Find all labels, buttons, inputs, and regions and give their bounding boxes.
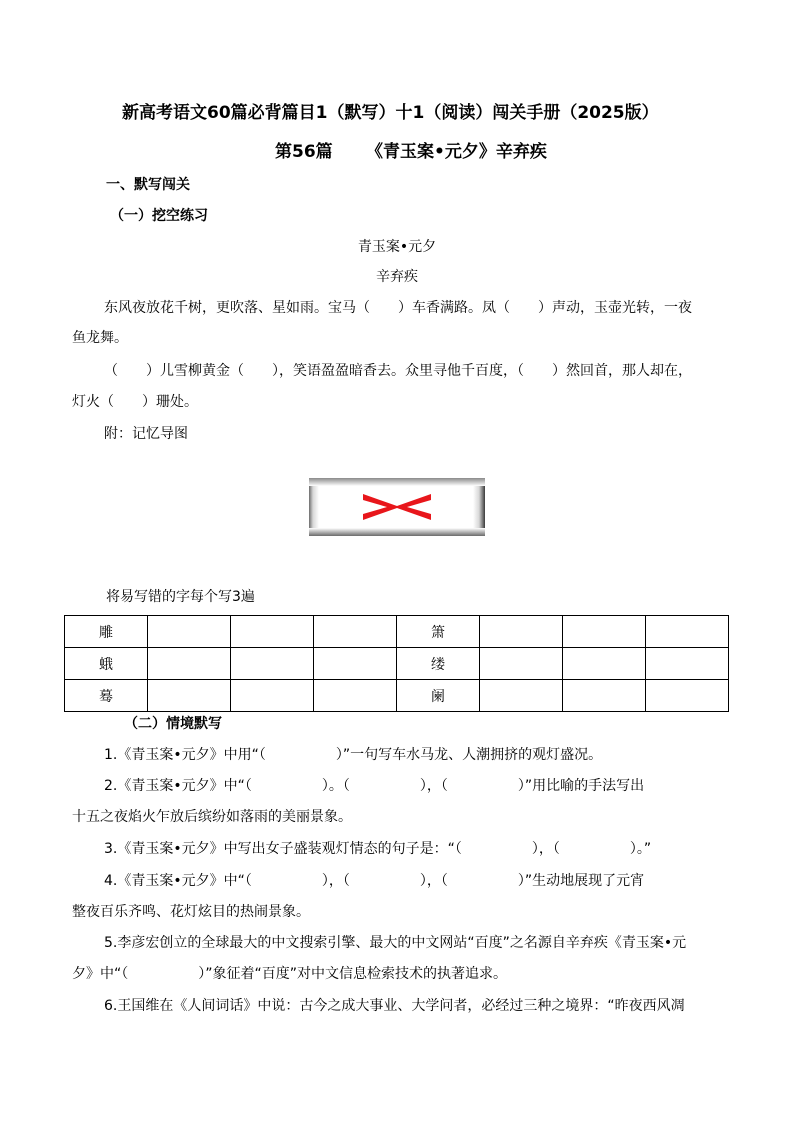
question-6: 6.王国维在《人间词话》中说：古今之成大事业、大学问者，必经过三种之境界：“昨夜西风凋 [104,998,685,1014]
question-2: 2.《青玉案•元夕》中“（ ）。（ ），（ ）”用比喻的手法写出 [104,778,645,794]
char-cell: 蛾 [65,648,148,680]
question-4-cont: 整夜百乐齐鸣、花灯炫目的热闹景象。 [72,904,310,920]
blank-cell[interactable] [231,680,314,712]
poem-author: 辛弃疾 [376,269,418,285]
subsection-context-dictation: （二）情境默写 [124,716,222,732]
char-cell: 箫 [397,616,480,648]
blank-cell[interactable] [563,648,646,680]
blank-cell[interactable] [646,616,729,648]
question-5: 5.李彦宏创立的全球最大的中文搜索引擎、最大的中文网站“百度”之名源自辛弃疾《青玉案•元 [104,935,687,951]
broken-image-icon [357,490,437,524]
blank-cell[interactable] [480,648,563,680]
char-cell: 雕 [65,616,148,648]
char-cell: 蓦 [65,680,148,712]
subsection-fill-blank: （一）挖空练习 [110,208,208,224]
subtitle-number: 第56篇 [275,142,333,162]
poem-line-4: 灯火（ ）珊处。 [72,394,198,410]
table-caption: 将易写错的字每个写3遍 [106,589,255,605]
blank-cell[interactable] [314,648,397,680]
document-title: 新高考语文60篇必背篇目1（默写）十1（阅读）闯关手册（2025版） [122,103,659,123]
question-2-cont: 十五之夜焰火乍放后缤纷如落雨的美丽景象。 [72,809,352,825]
char-cell: 缕 [397,648,480,680]
blank-cell[interactable] [480,680,563,712]
poem-line-1: 东风夜放花千树，更吹落、星如雨。宝马（ ）车香满路。凤（ ）声动，玉壶光转，一夜 [104,300,692,316]
blank-cell[interactable] [314,680,397,712]
memory-map-label: 附：记忆导图 [104,426,188,442]
blank-cell[interactable] [563,680,646,712]
blank-cell[interactable] [563,616,646,648]
char-cell: 阑 [397,680,480,712]
memory-map-image [309,478,485,536]
poem-line-2: 鱼龙舞。 [72,330,128,346]
blank-cell[interactable] [231,648,314,680]
blank-cell[interactable] [148,616,231,648]
question-4: 4.《青玉案•元夕》中“（ ），（ ），（ ）”生动地展现了元宵 [104,873,645,889]
blank-cell[interactable] [646,680,729,712]
blank-cell[interactable] [231,616,314,648]
blank-cell[interactable] [480,616,563,648]
blank-cell[interactable] [314,616,397,648]
question-1: 1.《青玉案•元夕》中用“（ ）”一句写车水马龙、人潮拥挤的观灯盛况。 [104,747,603,763]
blank-cell[interactable] [148,648,231,680]
table-row [65,680,729,712]
blank-cell[interactable] [148,680,231,712]
poem-line-3: （ ）儿雪柳黄金（ ），笑语盈盈暗香去。众里寻他千百度，（ ）然回首，那人却在， [104,363,692,379]
poem-title: 青玉案•元夕 [357,239,437,255]
table-row [65,616,729,648]
blank-cell[interactable] [646,648,729,680]
subtitle-poem: 《青玉案•元夕》辛弃疾 [366,142,547,162]
table-row [65,648,729,680]
question-3: 3.《青玉案•元夕》中写出女子盛装观灯情态的句子是：“（ ），（ ）。” [104,841,652,857]
question-5-cont: 夕》中“（ ）”象征着“百度”对中文信息检索技术的执著追求。 [72,966,508,982]
character-practice-table [64,615,729,712]
section-heading-dictation: 一、默写闯关 [106,177,190,193]
